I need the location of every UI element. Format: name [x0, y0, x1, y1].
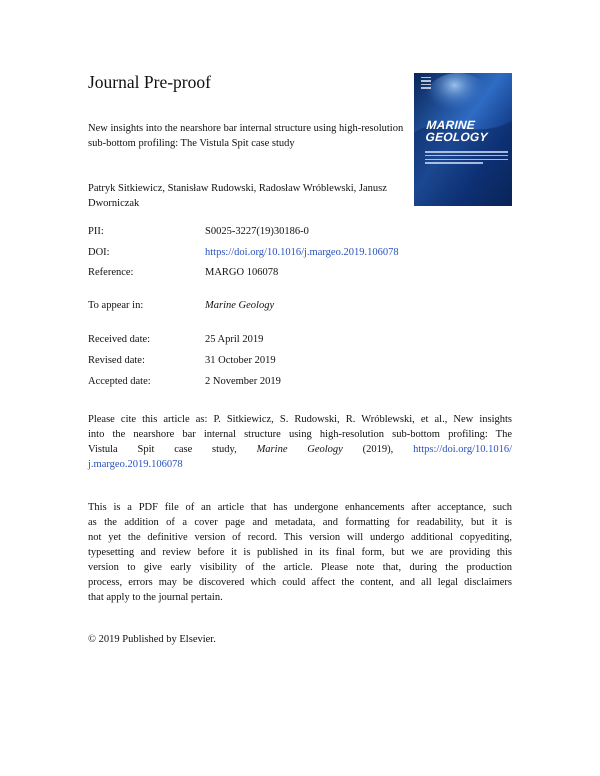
metadata-label: Revised date: — [88, 355, 145, 366]
metadata-value: Marine Geology — [205, 300, 275, 311]
notice-line: version to give early visibility of the article. Please note that, during the production — [88, 562, 512, 573]
notice-line: process, errors may be discovered which could affect the content, and all legal disclaimers — [88, 577, 512, 588]
notice-line: not yet the definitive version of record. This version will undergo additional copyediting, — [88, 532, 512, 543]
journal-cover-image — [414, 73, 512, 206]
article-title: New insights into the nearshore bar internal structure using high-resolution sub-bottom profiling: The Vistula Spit case study — [88, 123, 404, 149]
citation-year: (2019), — [362, 444, 394, 455]
citation-text: Vistula Spit case study, — [88, 444, 237, 455]
metadata-value: 2 November 2019 — [205, 376, 281, 387]
metadata-label: PII: — [88, 226, 104, 237]
cover-title — [425, 119, 512, 143]
citation-doi-link[interactable]: https://doi.org/10.1016/ — [413, 444, 513, 455]
copyright-notice: © 2019 Published by Elsevier. — [88, 634, 216, 645]
citation-line: Please cite this article as: P. Sitkiewicz, S. Rudowski, R. Wróblewski, et al., New insights — [88, 414, 512, 425]
citation-doi-link-cont[interactable]: j.margeo.2019.106078 — [88, 459, 183, 470]
citation-line — [88, 457, 512, 472]
notice-line: that apply to the journal pertain. — [88, 592, 223, 603]
metadata-value: 25 April 2019 — [205, 334, 264, 345]
metadata-label: Received date: — [88, 334, 151, 345]
cover-title-line2: GEOLOGY — [425, 130, 489, 144]
cover-subtitle-lines — [425, 151, 508, 166]
citation-line — [88, 442, 512, 457]
notice-line: This is a PDF file of an article that has undergone enhancements after acceptance, such — [88, 502, 512, 513]
cover-title-line1: MARINE — [425, 118, 476, 132]
doi-link[interactable]: https://doi.org/10.1016/j.margeo.2019.106078 — [205, 247, 399, 258]
preproof-notice-paragraph — [88, 500, 512, 605]
metadata-value: MARGO 106078 — [205, 267, 279, 278]
metadata-value: 31 October 2019 — [205, 355, 276, 366]
citation-journal: Marine Geology — [256, 444, 343, 455]
cover-publisher-mark — [421, 77, 431, 91]
citation-line: into the nearshore bar internal structure using high-resolution sub-bottom profiling: The — [88, 429, 512, 440]
journal-heading: Journal Pre-proof — [88, 72, 211, 92]
citation-paragraph — [88, 412, 512, 472]
metadata-label: Reference: — [88, 267, 134, 278]
author-list: Patryk Sitkiewicz, Stanisław Rudowski, Radosław Wróblewski, Janusz Dworniczak — [88, 183, 387, 209]
notice-line: typesetting and review before it is published in its final form, but we are providing this — [88, 547, 512, 558]
metadata-label: DOI: — [88, 247, 110, 258]
metadata-label: Accepted date: — [88, 376, 151, 387]
metadata-label: To appear in: — [88, 300, 144, 311]
notice-line: as the addition of a cover page and metadata, and formatting for readability, but it is — [88, 517, 512, 528]
metadata-value: S0025-3227(19)30186-0 — [205, 226, 309, 237]
